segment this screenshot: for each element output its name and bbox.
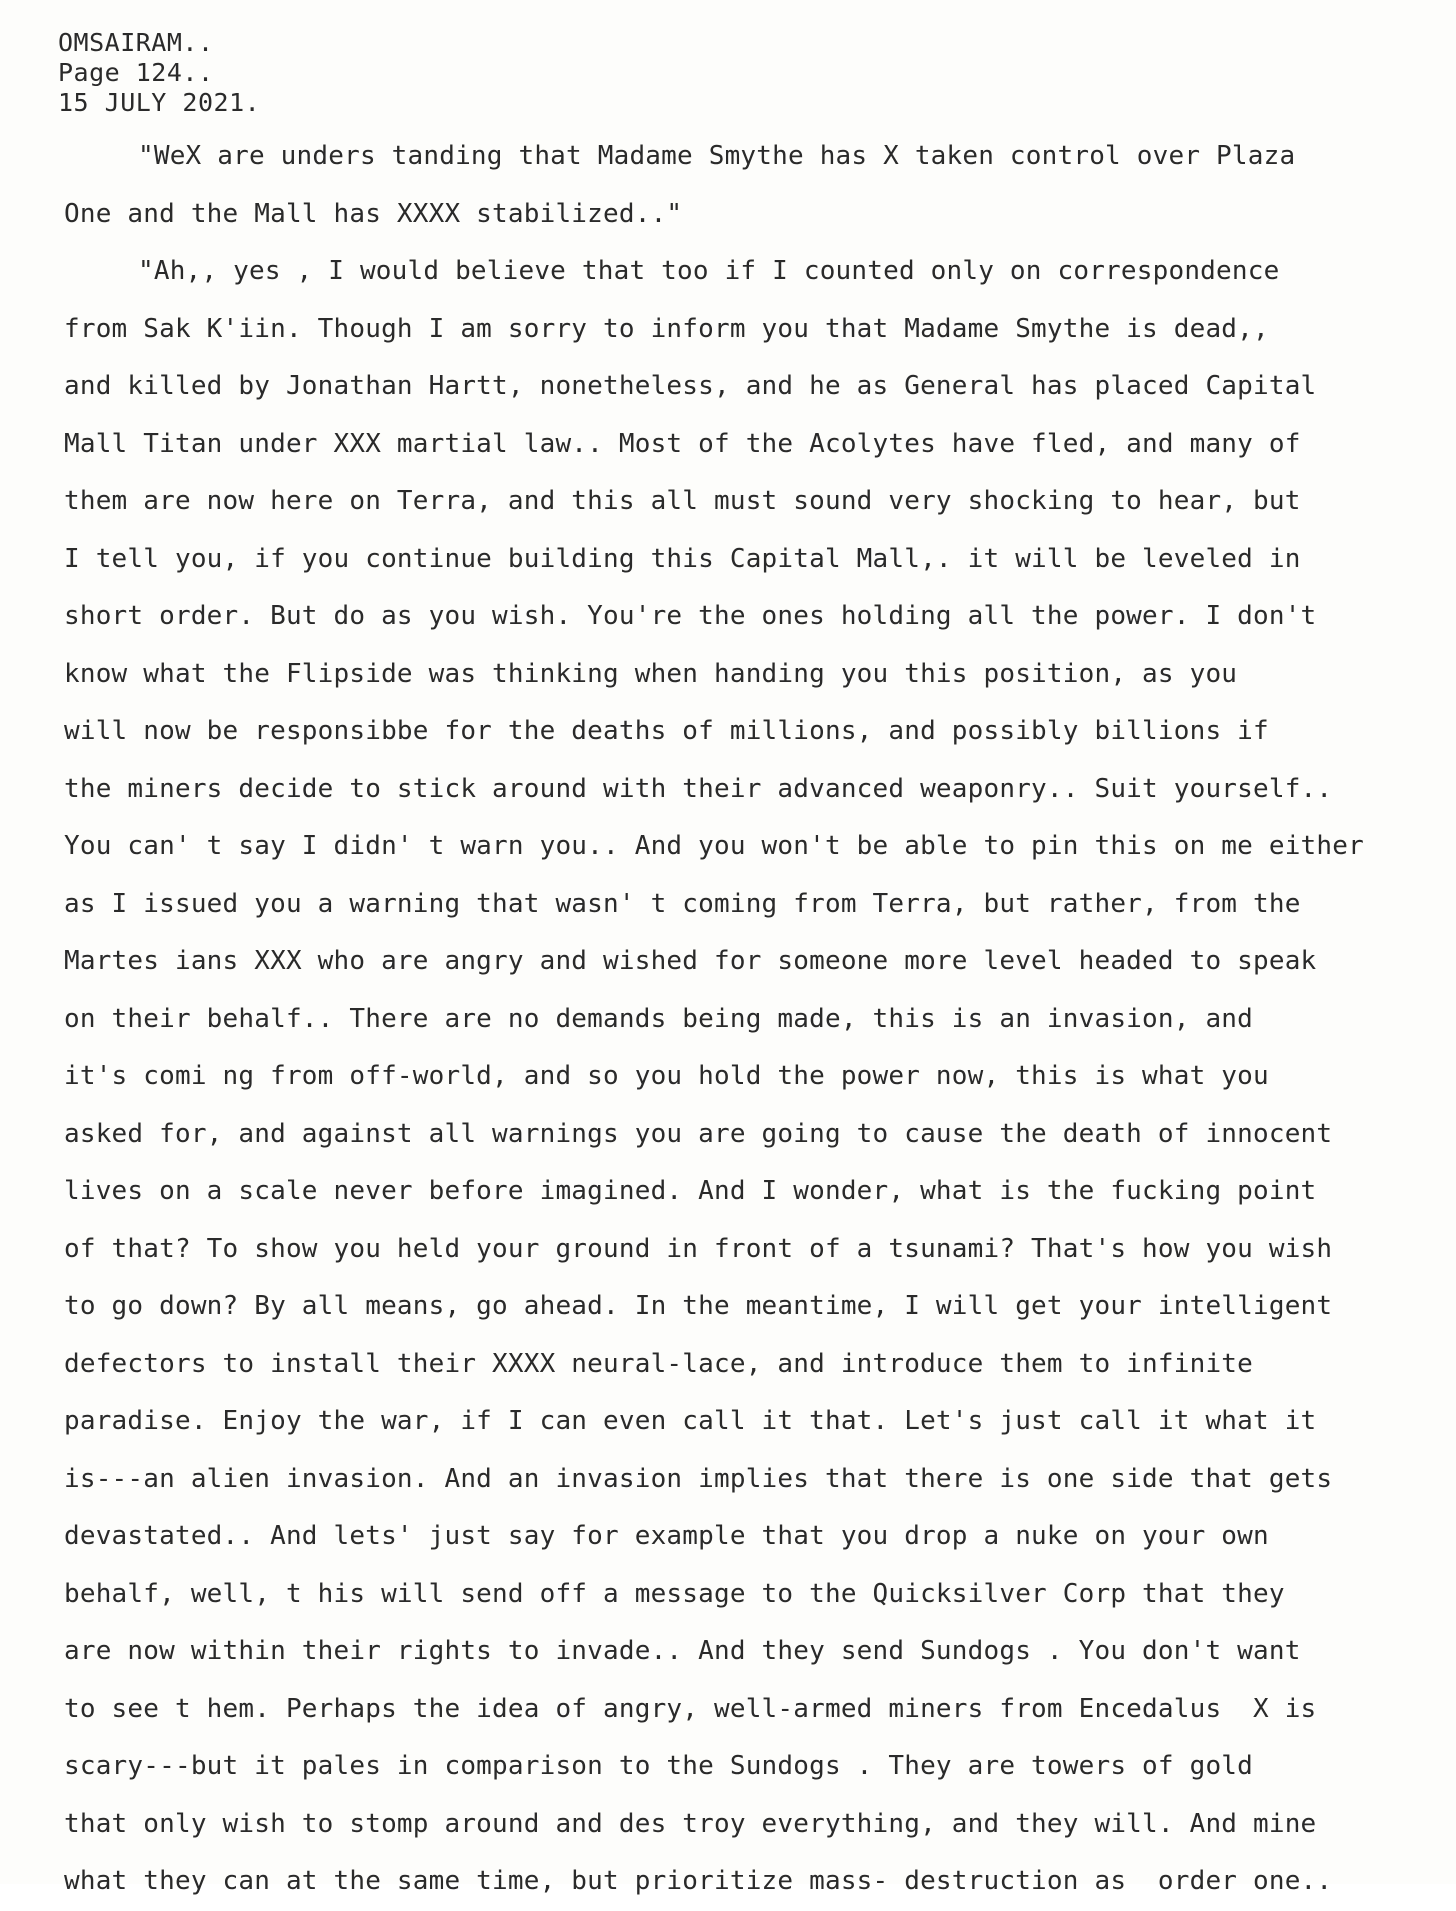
text-line: to see t hem. Perhaps the idea of angry, well-armed miners from Encedalus X is (64, 1693, 1317, 1724)
text-line: as I issued you a warning that wasn' t coming from Terra, but rather, from the (64, 888, 1301, 919)
text-line: lives on a scale never before imagined. And I wonder, what is the fucking point (64, 1176, 1317, 1206)
text-line: Mall Titan under XXX martial law.. Most of the Acolytes have fled, and many of (64, 428, 1301, 459)
text-line: are now within their rights to invade.. And they send Sundogs . You don't want (64, 1636, 1301, 1666)
body-text (64, 128, 1444, 1911)
text-line: behalf, well, t his will send off a message to the Quicksilver Corp that they (64, 1578, 1285, 1609)
text-line: "WeX are unders tanding that Madame Smythe has X taken control over Plaza (138, 141, 1296, 171)
text-line: defectors to install their XXXX neural-lace, and introduce them to infinite (64, 1348, 1253, 1379)
text-line: You can' t say I didn' t warn you.. And you won't be able to pin this on me either (64, 831, 1364, 861)
text-line: of that? To show you held your ground in front of a tsunami? That's how you wish (64, 1233, 1333, 1264)
page-number: Page 124.. (58, 58, 214, 87)
text-line: is---an alien invasion. And an invasion implies that there is one side that gets (64, 1463, 1333, 1494)
text-line: to go down? By all means, go ahead. In the meantime, I will get your intelligent (64, 1291, 1333, 1321)
text-line: One and the Mall has XXXX stabilized.." (64, 198, 683, 229)
text-line: know what the Flipside was thinking when handing you this position, as you (64, 658, 1238, 689)
text-line: paradise. Enjoy the war, if I can even call it that. Let's just call it what it (64, 1406, 1317, 1436)
text-line: that only wish to stomp around and des troy everything, and they will. And mine (64, 1808, 1317, 1839)
text-line: short order. But do as you wish. You're the ones holding all the power. I don't (64, 601, 1317, 631)
text-line: Martes ians XXX who are angry and wished for someone more level headed to speak (64, 946, 1317, 976)
header-line-1: OMSAIRAM.. (58, 28, 214, 57)
text-line: will now be responsibbe for the deaths of millions, and possibly billions if (64, 716, 1269, 746)
text-line: and killed by Jonathan Hartt, nonetheless, and he as General has placed Capital (64, 371, 1317, 401)
page-header (58, 28, 260, 118)
text-line: "Ah,, yes , I would believe that too if I counted only on correspondence (138, 256, 1280, 286)
text-line: scary---but it pales in comparison to the Sundogs . They are towers of gold (64, 1751, 1253, 1781)
page-date: 15 JULY 2021. (58, 88, 261, 117)
text-line: them are now here on Terra, and this all must sound very shocking to hear, but (64, 486, 1301, 516)
text-line: what they can at the same time, but prioritize mass- destruction as order one.. (64, 1866, 1333, 1896)
text-line: the miners decide to stick around with their advanced weaponry.. Suit yourself.. (64, 773, 1333, 804)
text-line: it's comi ng from off-world, and so you hold the power now, this is what you (64, 1061, 1269, 1091)
text-line: I tell you, if you continue building this Capital Mall,. it will be leveled in (64, 543, 1301, 574)
text-line: asked for, and against all warnings you are going to cause the death of innocent (64, 1118, 1333, 1149)
text-line: from Sak K'iin. Though I am sorry to inform you that Madame Smythe is dead,, (64, 313, 1269, 344)
text-line: on their behalf.. There are no demands being made, this is an invasion, and (64, 1003, 1253, 1034)
text-line: devastated.. And lets' just say for example that you drop a nuke on your own (64, 1521, 1269, 1551)
